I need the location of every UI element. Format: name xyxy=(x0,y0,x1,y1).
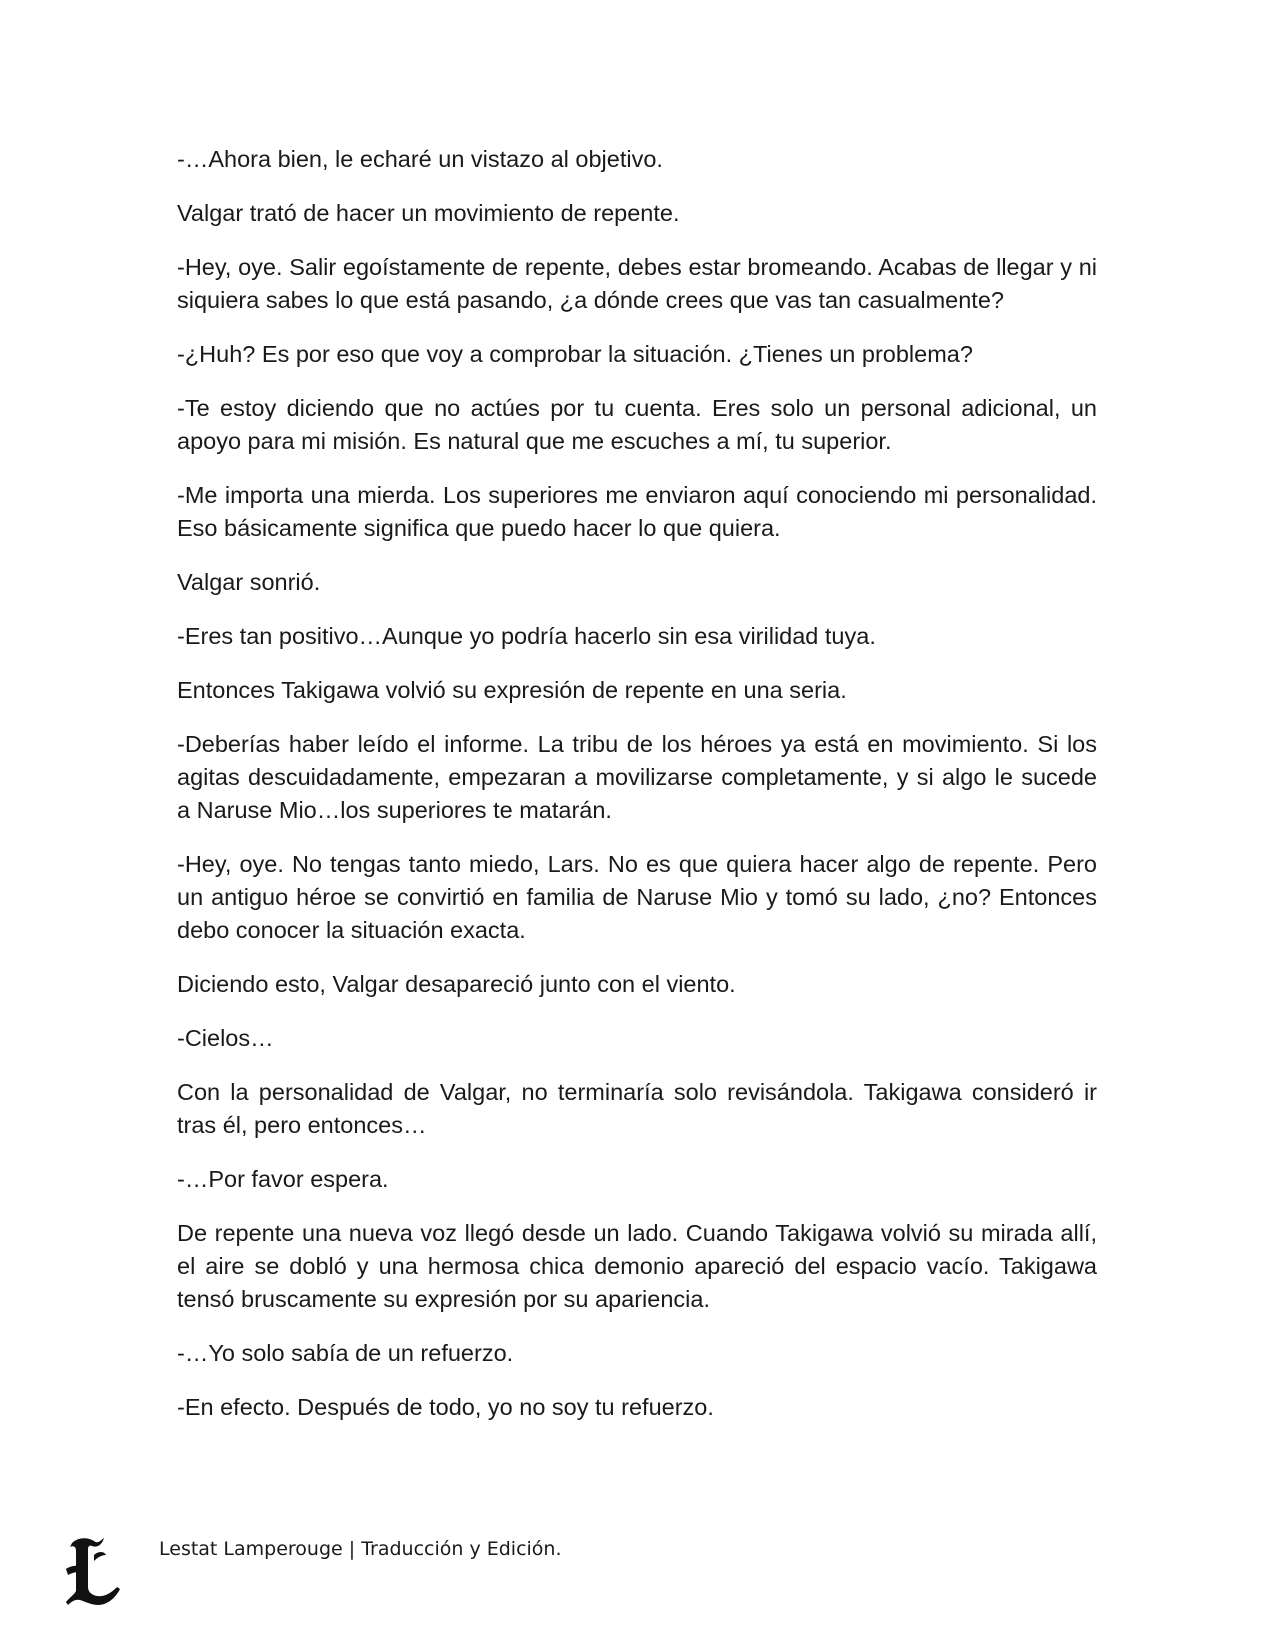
paragraph: -Hey, oye. Salir egoístamente de repente, debes estar bromeando. Acabas de llegar y ni siquiera sabes lo que está pasando, ¿a dónde crees que vas tan casualmente? xyxy=(177,254,1097,313)
paragraph: De repente una nueva voz llegó desde un lado. Cuando Takigawa volvió su mirada allí, el aire se dobló y una hermosa chica demonio apareció del espacio vacío. Takigawa tensó bruscamente su expresión por su apariencia. xyxy=(177,1220,1097,1312)
paragraph: Valgar sonrió. xyxy=(177,569,321,595)
document-body xyxy=(177,143,1097,1445)
paragraph: -…Por favor espera. xyxy=(177,1166,389,1192)
paragraph: -Cielos… xyxy=(177,1025,274,1051)
footer-credit: Lestat Lamperouge | Traducción y Edición. xyxy=(159,1538,562,1560)
page-footer xyxy=(64,1535,764,1615)
paragraph: -Te estoy diciendo que no actúes por tu cuenta. Eres solo un personal adicional, un apoyo para mi misión. Es natural que me escuches a mí, tu superior. xyxy=(177,395,1097,454)
paragraph: -…Ahora bien, le echaré un vistazo al objetivo. xyxy=(177,146,663,172)
paragraph: -Me importa una mierda. Los superiores me enviaron aquí conociendo mi personalidad. Eso básicamente significa que puedo hacer lo que quiera. xyxy=(177,482,1097,541)
gothic-letter-L-icon xyxy=(64,1535,124,1610)
paragraph: -En efecto. Después de todo, yo no soy tu refuerzo. xyxy=(177,1394,714,1420)
paragraph: -…Yo solo sabía de un refuerzo. xyxy=(177,1340,514,1366)
paragraph: -Deberías haber leído el informe. La tribu de los héroes ya está en movimiento. Si los agitas descuidadamente, empezaran a movilizarse completamente, y si algo le sucede a Naruse Mio…los superiores te matarán. xyxy=(177,731,1097,823)
paragraph: Diciendo esto, Valgar desapareció junto con el viento. xyxy=(177,971,736,997)
paragraph: Valgar trató de hacer un movimiento de repente. xyxy=(177,200,680,226)
paragraph: Entonces Takigawa volvió su expresión de repente en una seria. xyxy=(177,677,847,703)
paragraph: -Hey, oye. No tengas tanto miedo, Lars. No es que quiera hacer algo de repente. Pero un antiguo héroe se convirtió en familia de Naruse Mio y tomó su lado, ¿no? Entonces debo conocer la situación exacta. xyxy=(177,851,1097,943)
paragraph: Con la personalidad de Valgar, no terminaría solo revisándola. Takigawa consideró ir tras él, pero entonces… xyxy=(177,1079,1097,1138)
paragraph: -¿Huh? Es por eso que voy a comprobar la situación. ¿Tienes un problema? xyxy=(177,341,973,367)
paragraph: -Eres tan positivo…Aunque yo podría hacerlo sin esa virilidad tuya. xyxy=(177,623,876,649)
